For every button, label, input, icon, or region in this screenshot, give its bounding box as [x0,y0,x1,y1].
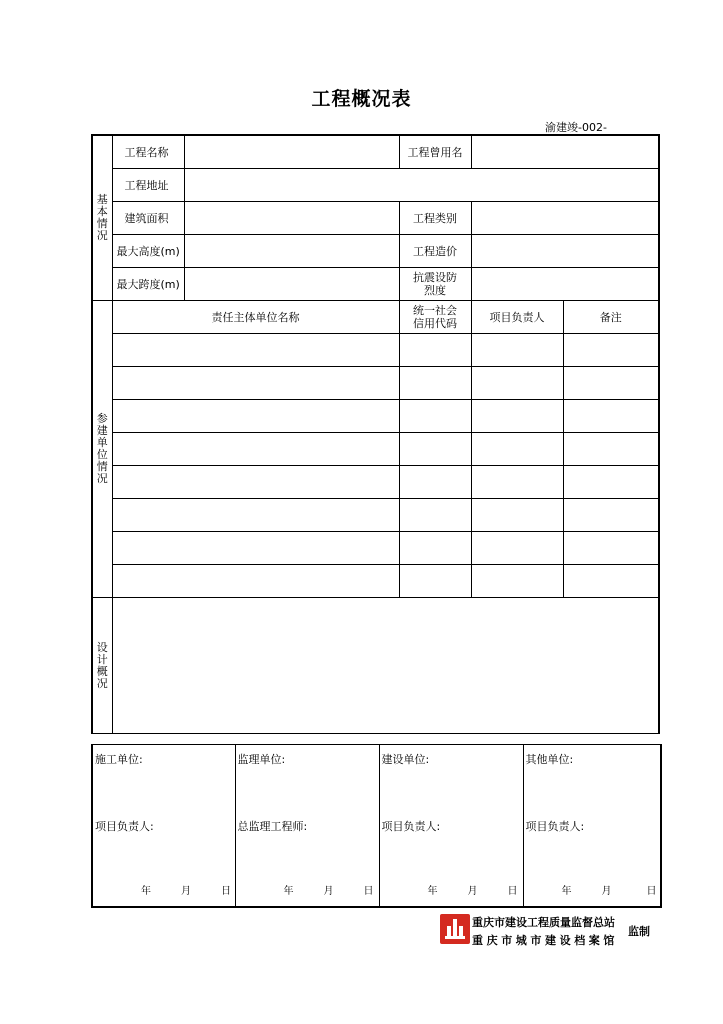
basic-section-label: 基 本 情 况 [92,135,112,301]
unit-cell[interactable] [112,334,399,367]
code-cell[interactable] [399,334,471,367]
code-cell[interactable] [399,466,471,499]
table-row [92,334,659,367]
form-code: 渝建竣-002- [545,121,607,134]
design-overview-field[interactable] [112,598,659,734]
signature-table [91,744,662,908]
table-row [92,433,659,466]
project-name-label: 工程名称 [112,135,184,169]
unit-name-header: 责任主体单位名称 [112,301,399,334]
unit-cell[interactable] [112,499,399,532]
seismic-field[interactable] [471,268,659,301]
table-row [92,499,659,532]
seismic-label: 抗震设防 烈度 [399,268,471,301]
credit-code-header: 统一社会 信用代码 [399,301,471,334]
remarks-cell[interactable] [563,466,659,499]
design-section-label: 设 计 概 况 [92,598,112,734]
unit-cell[interactable] [112,565,399,598]
remarks-cell[interactable] [563,532,659,565]
table-row [92,532,659,565]
logo-icon [440,914,470,944]
code-cell[interactable] [399,367,471,400]
max-span-label: 最大跨度(m) [112,268,184,301]
remarks-cell[interactable] [563,433,659,466]
participants-section-label: 参 建 单 位 情 况 [92,301,112,598]
other-unit-sign[interactable]: 其他单位: 项目负责人: 年 月 日 [523,745,661,908]
code-cell[interactable] [399,532,471,565]
remarks-cell[interactable] [563,334,659,367]
manager-cell[interactable] [471,433,563,466]
category-label: 工程类别 [399,202,471,235]
manager-cell[interactable] [471,466,563,499]
area-field[interactable] [184,202,399,235]
area-label: 建筑面积 [112,202,184,235]
project-overview-table [91,134,660,734]
unit-cell[interactable] [112,532,399,565]
manager-cell[interactable] [471,400,563,433]
table-row [92,466,659,499]
former-name-label: 工程曾用名 [399,135,471,169]
manager-cell[interactable] [471,334,563,367]
code-cell[interactable] [399,400,471,433]
manager-cell[interactable] [471,565,563,598]
construction-unit-sign[interactable]: 施工单位: 项目负责人: 年 月 日 [92,745,235,908]
org-2: 重庆市城市建设档案馆 [472,934,618,947]
max-height-label: 最大高度(m) [112,235,184,268]
table-row [92,565,659,598]
manager-cell[interactable] [471,499,563,532]
remarks-cell[interactable] [563,499,659,532]
org-1: 重庆市建设工程质量监督总站 [472,916,615,929]
unit-cell[interactable] [112,466,399,499]
owner-unit-sign[interactable]: 建设单位: 项目负责人: 年 月 日 [379,745,523,908]
supervise-label: 监制 [628,925,650,938]
manager-header: 项目负责人 [471,301,563,334]
remarks-header: 备注 [563,301,659,334]
unit-cell[interactable] [112,433,399,466]
category-field[interactable] [471,202,659,235]
table-row [92,367,659,400]
table-row [92,400,659,433]
remarks-cell[interactable] [563,367,659,400]
cost-label: 工程造价 [399,235,471,268]
cost-field[interactable] [471,235,659,268]
address-label: 工程地址 [112,169,184,202]
page-title: 工程概况表 [311,88,412,110]
manager-cell[interactable] [471,367,563,400]
max-height-field[interactable] [184,235,399,268]
max-span-field[interactable] [184,268,399,301]
project-name-field[interactable] [184,135,399,169]
unit-cell[interactable] [112,400,399,433]
code-cell[interactable] [399,499,471,532]
code-cell[interactable] [399,433,471,466]
supervision-unit-sign[interactable]: 监理单位: 总监理工程师: 年 月 日 [235,745,379,908]
unit-cell[interactable] [112,367,399,400]
manager-cell[interactable] [471,532,563,565]
former-name-field[interactable] [471,135,659,169]
remarks-cell[interactable] [563,565,659,598]
remarks-cell[interactable] [563,400,659,433]
code-cell[interactable] [399,565,471,598]
address-field[interactable] [184,169,659,202]
